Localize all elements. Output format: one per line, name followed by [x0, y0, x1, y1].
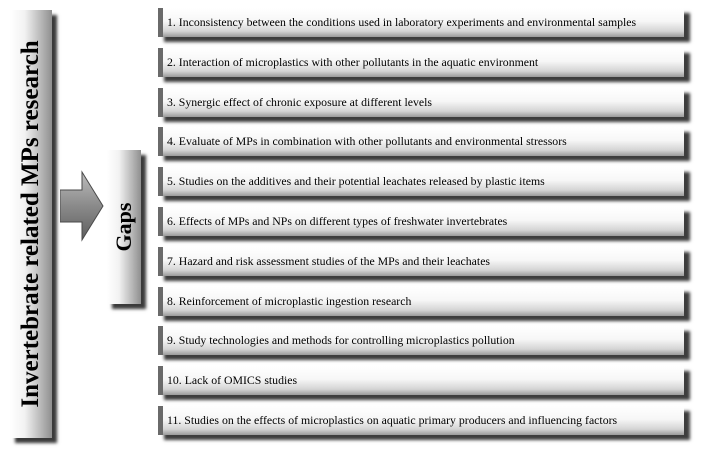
research-topic-title: Invertebrate related MPs research — [17, 40, 44, 408]
gap-item-label: 7. Hazard and risk assessment studies of the MPs and their leachates — [167, 253, 491, 268]
gap-item-4 — [158, 127, 684, 156]
gap-item-label: 11. Studies on the effects of microplastics on aquatic primary producers and influencing factors — [167, 412, 618, 427]
gaps-banner — [107, 150, 141, 304]
gaps-list — [158, 8, 684, 446]
gap-item-10 — [158, 366, 684, 395]
gap-item-6 — [158, 207, 684, 236]
gap-item-label: 10. Lack of OMICS studies — [167, 373, 298, 388]
right-arrow-icon — [60, 170, 104, 242]
gap-item-label: 3. Synergic effect of chronic exposure at different levels — [167, 94, 433, 109]
research-topic-banner — [10, 10, 52, 438]
gap-item-label: 9. Study technologies and methods for controlling microplastics pollution — [167, 333, 515, 348]
gap-item-label: 2. Interaction of microplastics with other pollutants in the aquatic environment — [167, 54, 539, 69]
gaps-title: Gaps — [111, 202, 136, 252]
gap-item-11 — [158, 406, 684, 435]
gap-item-1 — [158, 8, 684, 37]
gap-item-3 — [158, 88, 684, 117]
gap-item-2 — [158, 48, 684, 77]
gap-item-label: 1. Inconsistency between the conditions used in laboratory experiments and environmental samples — [167, 15, 637, 29]
gap-item-label: 6. Effects of MPs and NPs on different types of freshwater invertebrates — [167, 213, 508, 228]
gap-item-5 — [158, 167, 684, 196]
gap-item-label: 5. Studies on the additives and their potential leachates released by plastic items — [167, 174, 545, 189]
gap-item-label: 4. Evaluate of MPs in combination with other pollutants and environmental stressors — [167, 134, 567, 149]
gap-item-9 — [158, 326, 684, 355]
gap-item-label: 8. Reinforcement of microplastic ingestion research — [167, 293, 412, 308]
gap-item-7 — [158, 247, 684, 276]
gap-item-8 — [158, 287, 684, 316]
